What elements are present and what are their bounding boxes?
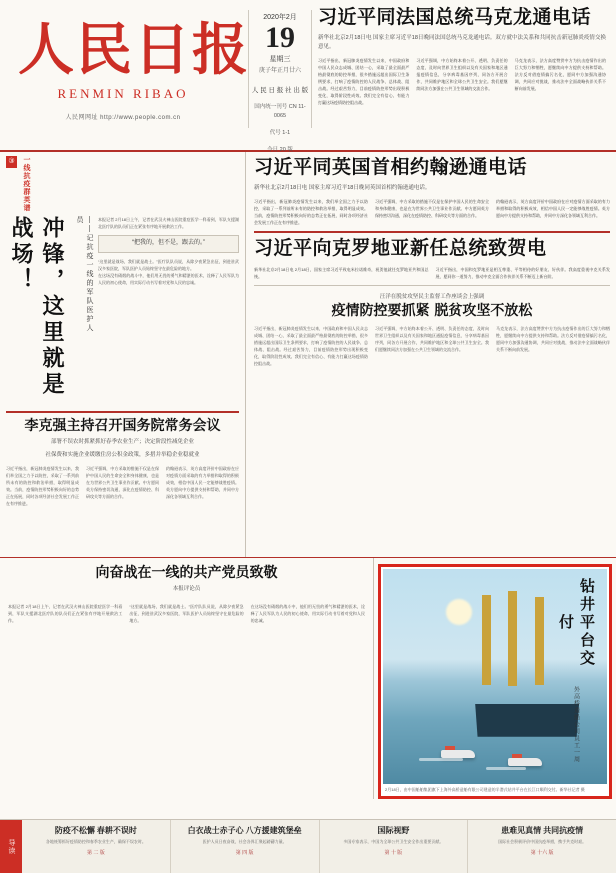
left-feature-title: 冲锋，这里就是战场！ — [8, 216, 65, 398]
headline-3-columns — [254, 266, 610, 280]
story-2-col-3: 马克龙表示，法方高度赞赏中方为抗击疫情作出的巨大努力和牺牲，愿继续向中方提供支持和帮助。法方反对借疫情搞污名化，愿同中方加强沟通协调，共同应对挑战，推动法中全面战略伙伴关系不断向前发展。 — [496, 326, 610, 353]
derrick-leg-right-icon — [535, 597, 544, 685]
headline-3-title: 习近平向克罗地亚新任总统致贺电 — [254, 237, 547, 260]
headline-2-col-1: 习近平指出，新冠肺炎疫情发生以来，我们举全国之力予以防控，采取了一系列前所未有的防控和救治举措，取得明显成效。当前，疫情防控形势积极向好的态势正在拓展，同时各项经济社会发展工作正在有序推进。 — [254, 199, 368, 226]
footer-tab — [0, 820, 22, 873]
footer-item-title: 国际视野 — [377, 826, 410, 835]
wake-left — [419, 758, 463, 761]
headline-2-col-3: 约翰逊表示，英方高度评价中国政府在应对疫情方面采取的有力举措和取得的积极成效，相信中国人民一定能够战胜疫情。英方愿向中方提供支持和帮助，并同中方深化各领域互利合作。 — [496, 199, 610, 219]
story-3-columns — [8, 603, 365, 624]
footer-item-text: 各地统筹抓好疫情防控和春季农业生产，确保不误农时。 — [45, 839, 146, 844]
footer-item-text: 医护人员日夜奋战，社会各界汇聚起磅礴力量。 — [202, 839, 287, 844]
photo-frame — [378, 564, 612, 799]
story-1-columns — [6, 465, 239, 507]
footer-item-page: 第 十六 版 — [530, 850, 554, 857]
headline-3-sub-right: 习近平指出，中国和克罗地亚是相互尊重、平等相待的好朋友、好伙伴。我高度重视中克关系发展，愿同你一道努力，推动中克全面合作伙伴关系不断迈上新台阶。 — [435, 266, 610, 279]
story-2-columns — [254, 325, 610, 367]
story-3-title: 向奋战在一线的共产党员致敬 — [95, 565, 278, 581]
headline-2-col-2: 习近平强调，中方采取的措施不仅是在保护中国人民的生命安全和身体健康，也是在为世界公共卫生事业作贡献。中方愿同英方保持密切沟通，深化在疫情防控、科研攻关等方面的合作。 — [375, 199, 489, 219]
left-feature — [6, 216, 239, 406]
headline-1-title: 习近平同法国总统马克龙通电话 — [318, 6, 592, 28]
headline-2-block — [254, 156, 610, 226]
story-3-col-2: “这里就是战场，我们就是战士。”医疗队队员说，从除夕夜紧急出征，到进驻武汉多家医院，军队医护人员始终坚守在最危险的地方。 — [129, 603, 244, 623]
footer-item-text: 多国专家表示，中国为全球公共卫生安全作出重要贡献。 — [343, 839, 444, 844]
footer-item[interactable] — [171, 820, 320, 873]
story-2-block — [254, 285, 610, 368]
footer-item-title: 患难见真情 共同抗疫情 — [501, 826, 584, 835]
footer-tab-label: 导读 — [8, 838, 15, 855]
bottom-section — [0, 558, 616, 799]
paper-website: 人民网网址 http://www.people.com.cn — [65, 115, 181, 121]
photo-drilling-platform — [383, 569, 607, 784]
story-2-kicker: 汪洋在脱贫攻坚民主监督工作座谈会上强调 — [379, 293, 485, 300]
story-1-col-1: 习近平指出，新冠肺炎疫情发生以来，我们举全国之力予以防控，采取了一系列前所未有的防控和救治举措，取得明显成效。当前，疫情防控形势积极向好的态势正在拓展，同时各项经济社会发展工作正在有序推进。 — [6, 465, 79, 506]
left-feature-para-2: “这里就是战场，我们就是战士。”医疗队队员说，从除夕夜紧急出征，到进驻武汉多家医院，军队医护人员始终坚守在最危险的地方。 — [98, 258, 239, 271]
story-2-col-2: 习近平强调，中方始终本着公开、透明、负责任的态度，及时向世界卫生组织以及有关国家和地区通报疫情信息，分享病毒基因序列，同各方开展合作，共同维护地区和全球公共卫生安全。我们愿继续同法方加强在公共卫生领域的交流合作。 — [375, 326, 489, 353]
headline-3-sub-left: 新华社北京2月18日电 2月18日，国家主席习近平致电米拉诺维奇，祝贺他就任克罗地亚共和国总统。 — [254, 266, 429, 279]
footer-items — [22, 820, 616, 873]
story-1-title: 李克强主持召开国务院常务会议 — [24, 418, 221, 434]
bottom-right — [374, 558, 616, 799]
headline-2-columns — [254, 198, 610, 226]
left-feature-subtitle: ——记抗疫一线的军队医护人员 — [76, 216, 93, 333]
story-1-sub-2: 社保费和实施企业缓缴住房公积金政策，多措并举稳企业稳就业 — [45, 451, 200, 458]
derrick-leg-left-icon — [482, 595, 491, 685]
footer-item-text: 国际社会积极评价中国抗疫举措，携手共克时艰。 — [498, 839, 587, 844]
date-weekday: 星期三 — [269, 55, 291, 63]
series-tag — [6, 156, 239, 212]
wake-right — [486, 767, 526, 770]
meta-line-1: 国内统一刊号 CN 11-0065 — [254, 104, 306, 120]
story-3-col-1: 本报记者 2月18日上午，记者在武汉火神山医院重症医学一科看到，军队支援湖北医疗队的队员们正在紧张有序地开展救治工作。 — [8, 603, 123, 623]
footer-item[interactable] — [468, 820, 616, 873]
bottom-left — [0, 558, 374, 799]
sun-icon — [446, 599, 472, 625]
photo-caption: 2月18日，由中国船舶集团旗下上海外高桥造船有限公司建造的半潜式钻井平台在长江口顺利交付。新华社记者 摄 — [385, 787, 585, 792]
date-block — [248, 10, 312, 153]
publisher: 人 民 日 报 社 出 版 — [251, 86, 309, 94]
footer-item-page: 第 四 版 — [235, 850, 254, 857]
story-2-title: 疫情防控要抓紧 脱贫攻坚不放松 — [331, 303, 533, 320]
footer-item[interactable] — [320, 820, 469, 873]
tugboat-right-icon — [508, 758, 542, 766]
headline-1-col-2: 习近平强调，中方始终本着公开、透明、负责任的态度，及时向世界卫生组织以及有关国家和地区通报疫情信息，分享病毒基因序列，同各方开展合作，共同维护地区和全球公共卫生安全。我们愿继续同法方加强在公共卫生领域的交流合作。 — [416, 58, 508, 92]
headline-2-title: 习近平同英国首相约翰逊通电话 — [254, 156, 528, 178]
left-column — [0, 152, 246, 557]
photo-overlay-title — [549, 575, 603, 777]
derrick-leg-mid-icon — [508, 591, 517, 686]
headline-1-columns — [318, 57, 606, 106]
right-column — [246, 152, 616, 557]
left-feature-quote: “把我的，但不是，跟去的。” — [98, 235, 239, 253]
photo-title-big: 钻井平台交付 — [557, 578, 596, 668]
photo-title-small: 外高桥造船公司员工一周 — [572, 685, 579, 763]
footer-index-strip — [0, 819, 616, 873]
tugboat-left-icon — [441, 750, 475, 758]
footer-item-title: 防疫不松懈 春耕不误时 — [54, 826, 137, 835]
meta-line-2: 代号 1-1 — [269, 129, 291, 136]
paper-name-pinyin: RENMIN RIBAO — [57, 86, 189, 101]
headline-3-block — [254, 231, 610, 280]
headline-1-block — [318, 6, 606, 106]
story-liked — [6, 411, 239, 507]
paper-name-cn: 人民日报 — [18, 17, 250, 83]
paper-logo — [18, 17, 250, 121]
masthead — [0, 0, 616, 152]
date-lunar: 庚子年正月廿六 — [258, 67, 301, 74]
left-feature-para-3: 在这场没有硝烟的战斗中，他们用无畏的勇气和精湛的医术，诠释了人民军队为人民的初心使命，用实际行动书写着对党和人民的忠诚。 — [98, 272, 239, 285]
headline-1-col-1: 习近平指出，新冠肺炎疫情发生以来，中国政府和中国人民众志成城、团结一心，采取了最全面最严格最彻底的防控举措，很多措施远超出国际卫生条例要求，打响了疫情防控的人民战争、总体战、阻击战。经过艰苦努力，目前疫情防控形势出现积极变化，取得阶段性成效。我们完全有信心、有能力打赢这场疫情防控阻击战。 — [318, 58, 410, 106]
footer-item-page: 第 二 版 — [86, 850, 105, 857]
headline-2-sub: 新华社北京2月18日电 国家主席习近平18日晚同英国首相约翰逊通电话。 — [254, 184, 431, 191]
date-ymd: 2020年2月 — [263, 14, 297, 21]
story-3-byline: 本报评论员 — [172, 586, 201, 593]
page-body — [0, 152, 616, 558]
date-day: 19 — [265, 21, 295, 54]
left-feature-para-1: 本报记者 2月18日上午，记者在武汉火神山医院重症医学一科看到，军队支援湖北医疗队的队员们正在紧张有序地开展救治工作。 — [98, 217, 239, 229]
footer-item-title: 白衣战士赤子心 八方援建筑堡垒 — [187, 826, 302, 835]
series-tag-text: 一线抗疫群英谱 — [23, 156, 30, 212]
story-3-col-3: 在这场没有硝烟的战斗中，他们用无畏的勇气和精湛的医术，诠释了人民军队为人民的初心使命，用实际行动书写着对党和人民的忠诚。 — [250, 603, 365, 623]
series-tag-mark: ③ — [6, 156, 17, 168]
story-1-col-2: 习近平强调，中方采取的措施不仅是在保护中国人民的生命安全和身体健康，也是在为世界公共卫生事业作贡献。中方愿同英方保持密切沟通，深化在疫情防控、科研攻关等方面的合作。 — [86, 465, 159, 499]
headline-1-sub: 新华社北京2月18日电 国家主席习近平18日晚同法国总统马克龙通电话。双方就中法关系和共同抗击新冠肺炎疫情交换意见。 — [318, 34, 606, 51]
footer-item-page: 第 十 版 — [384, 850, 403, 857]
story-1-sub-1: 部署不误农时抓紧抓好春季农业生产；决定阶段性减免企业 — [50, 439, 194, 446]
story-1-col-3: 约翰逊表示，英方高度评价中国政府在应对疫情方面采取的有力举措和取得的积极成效，相信中国人民一定能够战胜疫情。英方愿向中方提供支持和帮助，并同中方深化各领域互利合作。 — [166, 465, 239, 499]
footer-item[interactable] — [22, 820, 171, 873]
headline-1-col-3: 马克龙表示，法方高度赞赏中方为抗击疫情作出的巨大努力和牺牲，愿继续向中方提供支持和帮助。法方反对借疫情搞污名化，愿同中方加强沟通协调，共同应对挑战，推动法中全面战略伙伴关系不断向前发展。 — [514, 58, 606, 92]
meta-line-3: 今日 20 版 — [267, 146, 293, 153]
story-2-col-1: 习近平指出，新冠肺炎疫情发生以来，中国政府和中国人民众志成城、团结一心，采取了最全面最严格最彻底的防控举措，很多措施远超出国际卫生条例要求，打响了疫情防控的人民战争、总体战、阻击战。经过艰苦努力，目前疫情防控形势出现积极变化，取得阶段性成效。我们完全有信心、有能力打赢这场疫情防控阻击战。 — [254, 326, 368, 367]
